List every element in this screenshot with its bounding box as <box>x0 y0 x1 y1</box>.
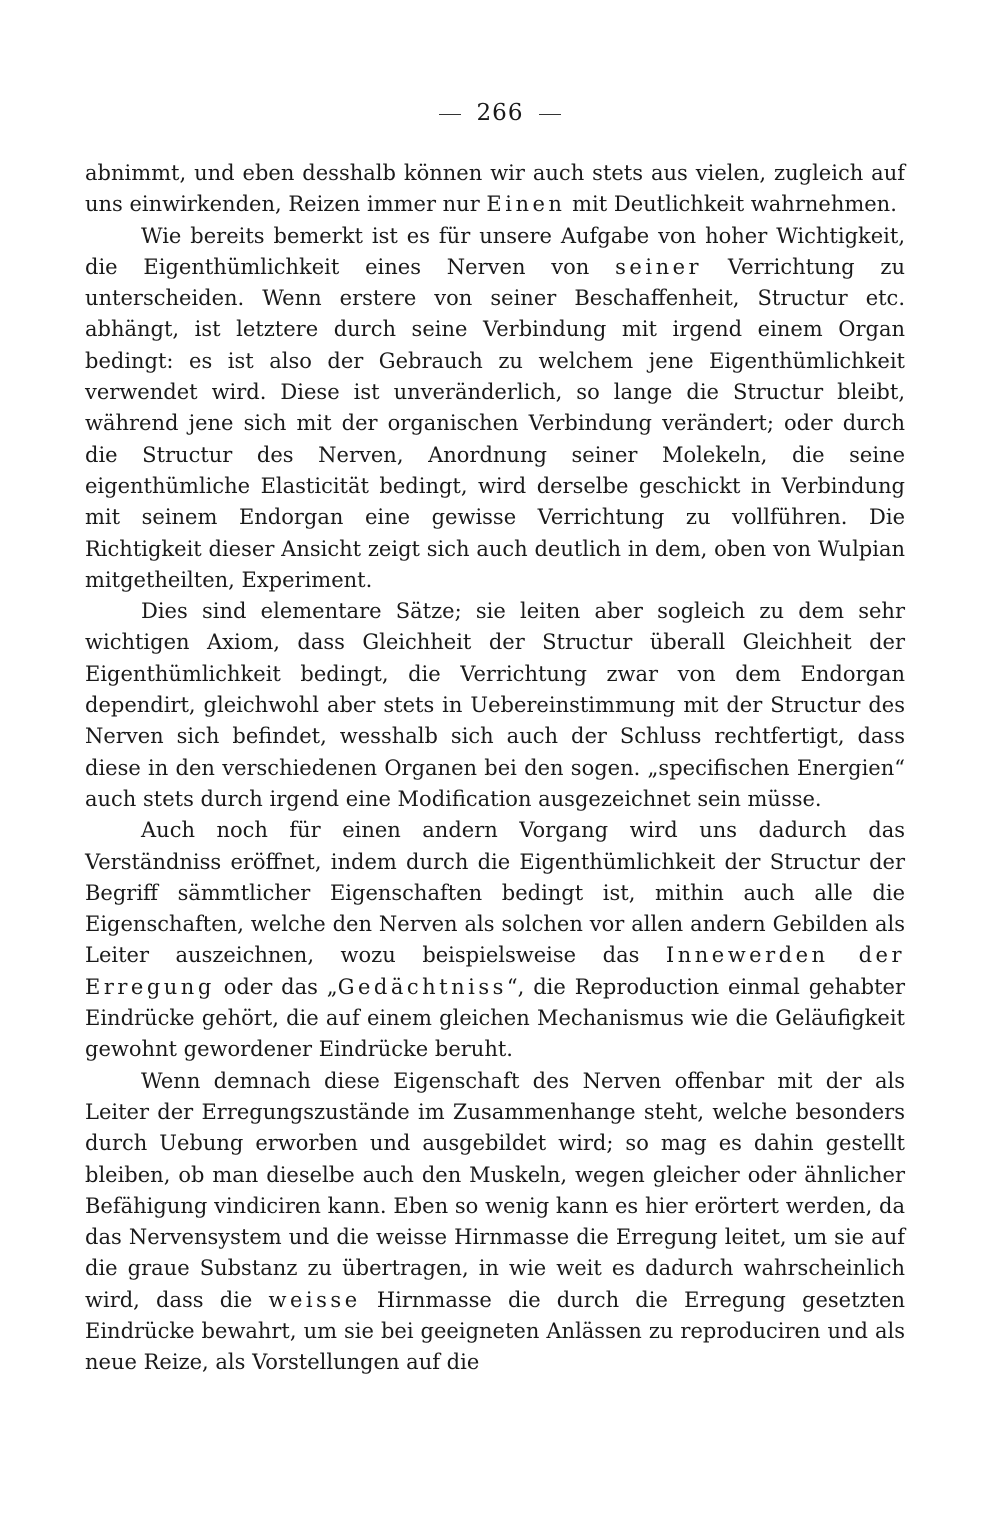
paragraph-2 <box>85 221 905 597</box>
text-run: Wie bereits bemerkt ist es für unsere Aufgabe von hoher Wichtigkeit, die Eigenthümlichkeit eines Nerven von <box>85 223 905 279</box>
body-text <box>85 158 905 1379</box>
page-number: 266 <box>476 100 524 126</box>
text-run: “, die Reproduction einmal gehabter Eindrücke gehört, die auf einem gleichen Mechanismus wie die Geläufigkeit gewohnt gewordener Eindrücke beruht. <box>85 974 906 1062</box>
text-run: Verrichtung zu unterscheiden. Wenn erstere von seiner Beschaffenheit, Structur etc. abhängt, ist letztere durch seine Verbindung mit irgend einem Organ bedingt: es ist also der Gebrauch zu welchem jene Eigenthümlichkeit verwendet wird. Diese ist unveränderlich, so lange die Structur bleibt, während jene sich mit der organischen Verbindung verändert; oder durch die Structur des Nerven, Anordnung seiner Molekeln, die seine eigenthümliche Elasticität bedingt, wird derselbe geschickt in Verbindung mit seinem Endorgan eine gewisse Verrichtung zu vollführen. Die Richtigkeit dieser Ansicht zeigt sich auch deutlich in dem, oben von Wulpian mitgetheilten, Experiment. <box>85 254 905 592</box>
emphasis-spaced: seiner <box>615 254 703 279</box>
emphasis-spaced: weisse <box>268 1287 361 1312</box>
emphasis-spaced: Gedächtniss <box>337 974 507 999</box>
paragraph-4 <box>85 815 905 1065</box>
text-run: Wenn demnach diese Eigenschaft des Nerven offenbar mit der als Leiter der Erregungszustände im Zusammenhange steht, welche besonders durch Uebung erworben und ausgebildet wird; so mag es dahin gestellt bleiben, ob man dieselbe auch den Muskeln, wegen gleicher oder ähnlicher Befähigung vindiciren kann. Eben so wenig kann es hier erörtert werden, da das Nervensystem und die weisse Hirnmasse die Erregung leitet, um sie auf die graue Substanz zu übertragen, in wie weit es dadurch wahrscheinlich wird, dass die <box>85 1068 905 1312</box>
text-run: Auch noch für einen andern Vorgang wird uns dadurch das Verständniss eröffnet, indem durch die Eigenthümlichkeit der Structur der Begriff sämmtlicher Eigenschaften bedingt ist, mithin auch alle die Eigenschaften, welche den Nerven als solchen vor allen andern Gebilden als Leiter auszeichnen, wozu beispielsweise das <box>85 818 905 968</box>
header-dash-right <box>539 114 561 115</box>
text-run: mit Deutlichkeit wahrnehmen. <box>565 192 897 217</box>
header-dash-left <box>439 114 461 115</box>
page-header <box>0 98 1000 128</box>
paragraph-5 <box>85 1066 905 1379</box>
paragraph-1 <box>85 158 905 221</box>
text-run: Hirnmasse die durch die Erregung gesetzten Eindrücke bewahrt, um sie bei geeigneten Anlässen zu reproduciren und als neue Reize, als Vorstellungen auf die <box>85 1287 905 1375</box>
text-run: oder das „ <box>214 974 338 999</box>
emphasis-spaced: Einen <box>486 192 566 217</box>
emphasis-spaced: Innewerden der Erregung <box>85 943 905 999</box>
text-run: Dies sind elementare Sätze; sie leiten aber sogleich zu dem sehr wichtigen Axiom, dass Gleichheit der Structur überall Gleichheit der Eigenthümlichkeit bedingt, die Verrichtung zwar von dem Endorgan dependirt, gleichwohl aber stets in Uebereinstimmung mit der Structur des Nerven sich befindet, wesshalb sich auch der Schluss rechtfertigt, dass diese in den verschiedenen Organen bei den sogen. „specifischen Energien“ auch stets durch irgend eine Modification ausgezeichnet sein müsse. <box>85 599 905 811</box>
paragraph-3 <box>85 596 905 815</box>
text-run: abnimmt, und eben desshalb können wir auch stets aus vielen, zugleich auf uns einwirkenden, Reizen immer nur <box>85 161 905 217</box>
